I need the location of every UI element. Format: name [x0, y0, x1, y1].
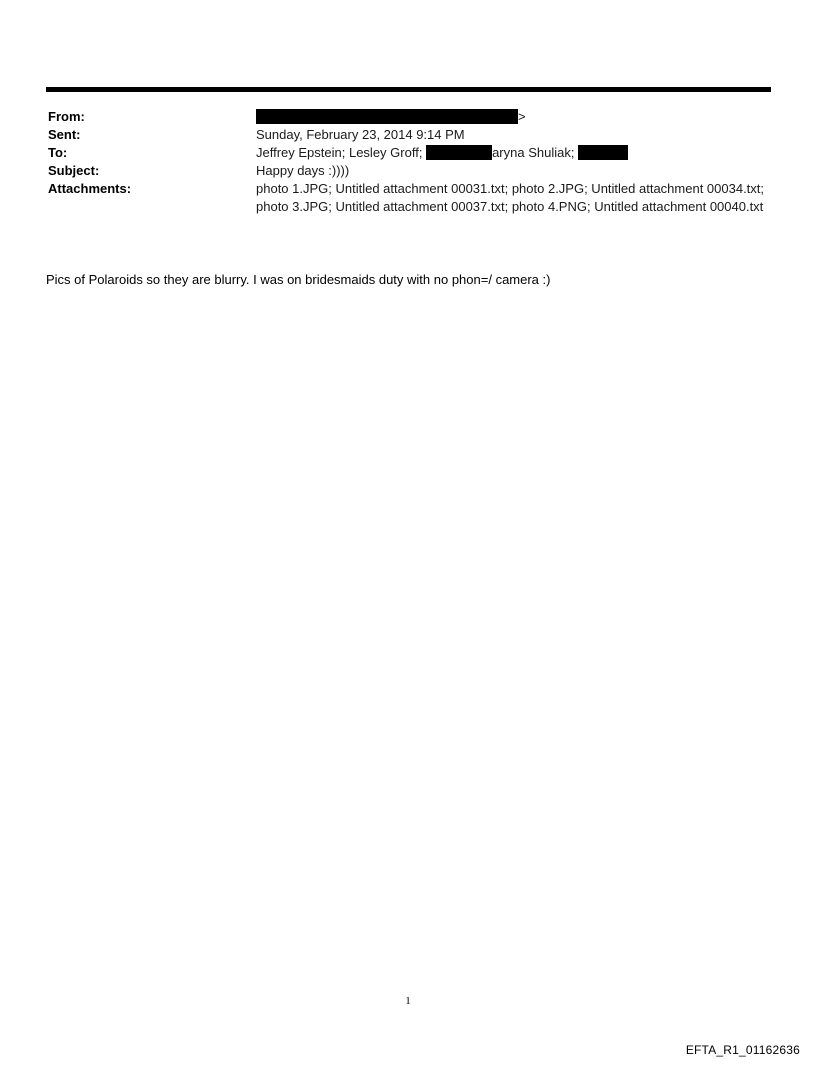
attachments-row: [48, 180, 768, 216]
attachments-label: Attachments:: [48, 181, 132, 196]
from-value: [256, 108, 768, 126]
sent-row: [48, 126, 768, 144]
sent-value: Sunday, February 23, 2014 9:14 PM: [256, 127, 465, 142]
page-number: 1: [405, 995, 411, 1007]
subject-label: Subject:: [48, 163, 100, 178]
to-recipients-part2: aryna Shuliak;: [492, 145, 575, 160]
subject-row: [48, 162, 768, 180]
email-header: [48, 108, 768, 216]
to-recipients-part1: Jeffrey Epstein; Lesley Groff;: [256, 145, 423, 160]
from-row: [48, 108, 768, 126]
redaction-box: [256, 109, 518, 124]
sent-label: Sent:: [48, 127, 81, 142]
to-value: [256, 144, 768, 162]
to-label: To:: [48, 145, 68, 160]
from-label: From:: [48, 109, 85, 124]
email-body: Pics of Polaroids so they are blurry. I was on bridesmaids duty with no phon=/ camera :): [46, 272, 551, 287]
header-rule: [46, 87, 771, 92]
from-value-suffix: >: [518, 109, 526, 124]
bates-number: EFTA_R1_01162636: [685, 1043, 800, 1057]
to-row: [48, 144, 768, 162]
attachments-value: photo 1.JPG; Untitled attachment 00031.txt; photo 2.JPG; Untitled attachment 00034.txt; photo 3.JPG; Untitled attachment 00037.txt; photo 4.PNG; Untitled attachment 00040.txt: [256, 181, 765, 214]
redaction-box: [426, 145, 492, 160]
redaction-box: [578, 145, 628, 160]
subject-value: Happy days :)))): [256, 163, 350, 178]
